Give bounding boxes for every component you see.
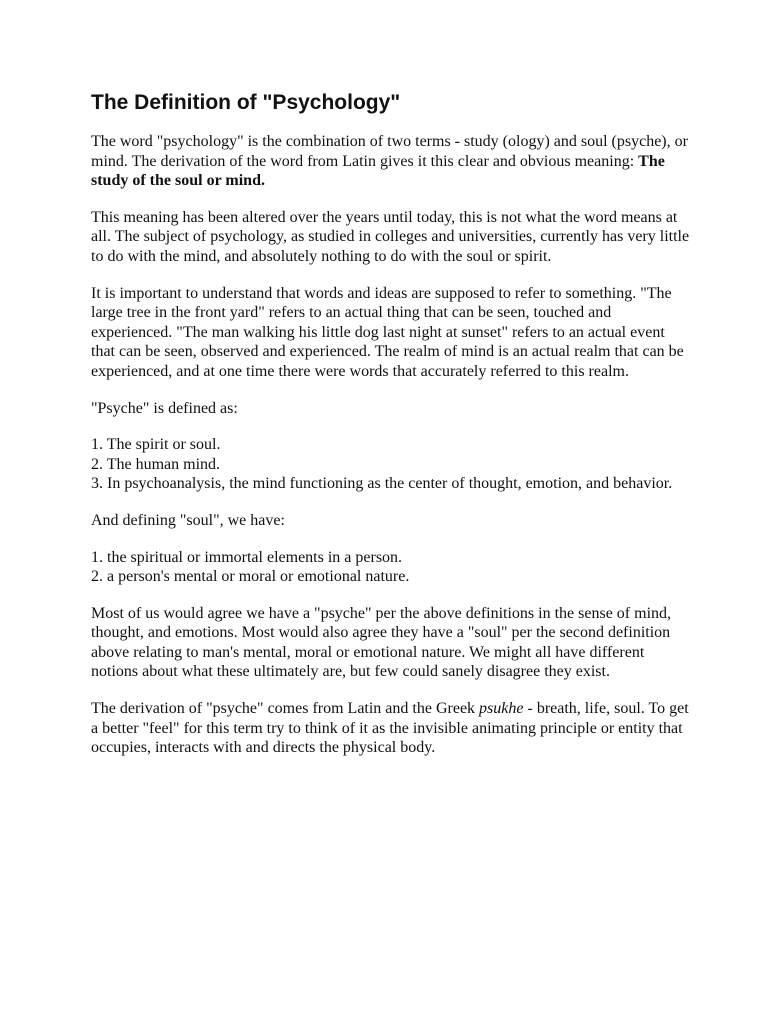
list-item: 2. a person's mental or moral or emotional nature. bbox=[91, 568, 410, 586]
emphasis-definition: The study of the soul or mind. bbox=[91, 152, 665, 190]
list-item: 3. In psychoanalysis, the mind functioning as the center of thought, emotion, and behavior. bbox=[91, 475, 673, 493]
paragraph-meaning-altered: This meaning has been altered over the years until today, this is not what the word means at all. The subject of psychology, as studied in colleges and universities, currently has very little to do with the mind, and absolutely nothing to do with the soul or spirit. bbox=[91, 208, 690, 265]
psyche-intro: "Psyche" is defined as: bbox=[91, 399, 238, 417]
list-item: 1. the spiritual or immortal elements in a person. bbox=[91, 548, 403, 566]
document-page bbox=[91, 88, 691, 775]
greek-term: psukhe bbox=[479, 700, 524, 718]
list-item: 2. The human mind. bbox=[91, 455, 221, 473]
page-title: The Definition of "Psychology" bbox=[91, 91, 401, 114]
paragraph-agreement: Most of us would agree we have a "psyche" per the above definitions in the sense of mind, thought, and emotions. Most would also agree they have a "soul" per the second definition above relating to man's mental, moral or emotional nature. We might all have different notions about what these ultimately are, but few could sanely disagree they exist. bbox=[91, 604, 672, 681]
paragraph-derivation-end: - breath, life, soul. To get a better "feel" for this term try to think of it as the invisible animating principle or entity that occupies, interacts with and directs the physical body. bbox=[91, 700, 689, 757]
paragraph-derivation bbox=[91, 699, 691, 758]
paragraph-derivation-start: The derivation of "psyche" comes from Latin and the Greek bbox=[91, 700, 480, 718]
paragraph-word-origin bbox=[91, 132, 691, 191]
list-item: 1. The spirit or soul. bbox=[91, 436, 221, 454]
paragraph-word-origin-text: The word "psychology" is the combination of two terms - study (ology) and soul (psyche), or mind. The derivation of the word from Latin gives it this clear and obvious meaning: bbox=[91, 133, 688, 170]
soul-definition-list bbox=[91, 548, 691, 587]
soul-intro: And defining "soul", we have: bbox=[91, 511, 285, 529]
paragraph-words-refer: It is important to understand that words and ideas are supposed to refer to something. "The large tree in the front yard" refers to an actual thing that can be seen, touched and experienced. "The man walking his little dog last night at sunset" refers to an actual event that can be seen, observed and experienced. The realm of mind is an actual realm that can be experienced, and at one time there were words that accurately referred to this realm. bbox=[91, 284, 684, 380]
psyche-definition-list bbox=[91, 435, 691, 494]
